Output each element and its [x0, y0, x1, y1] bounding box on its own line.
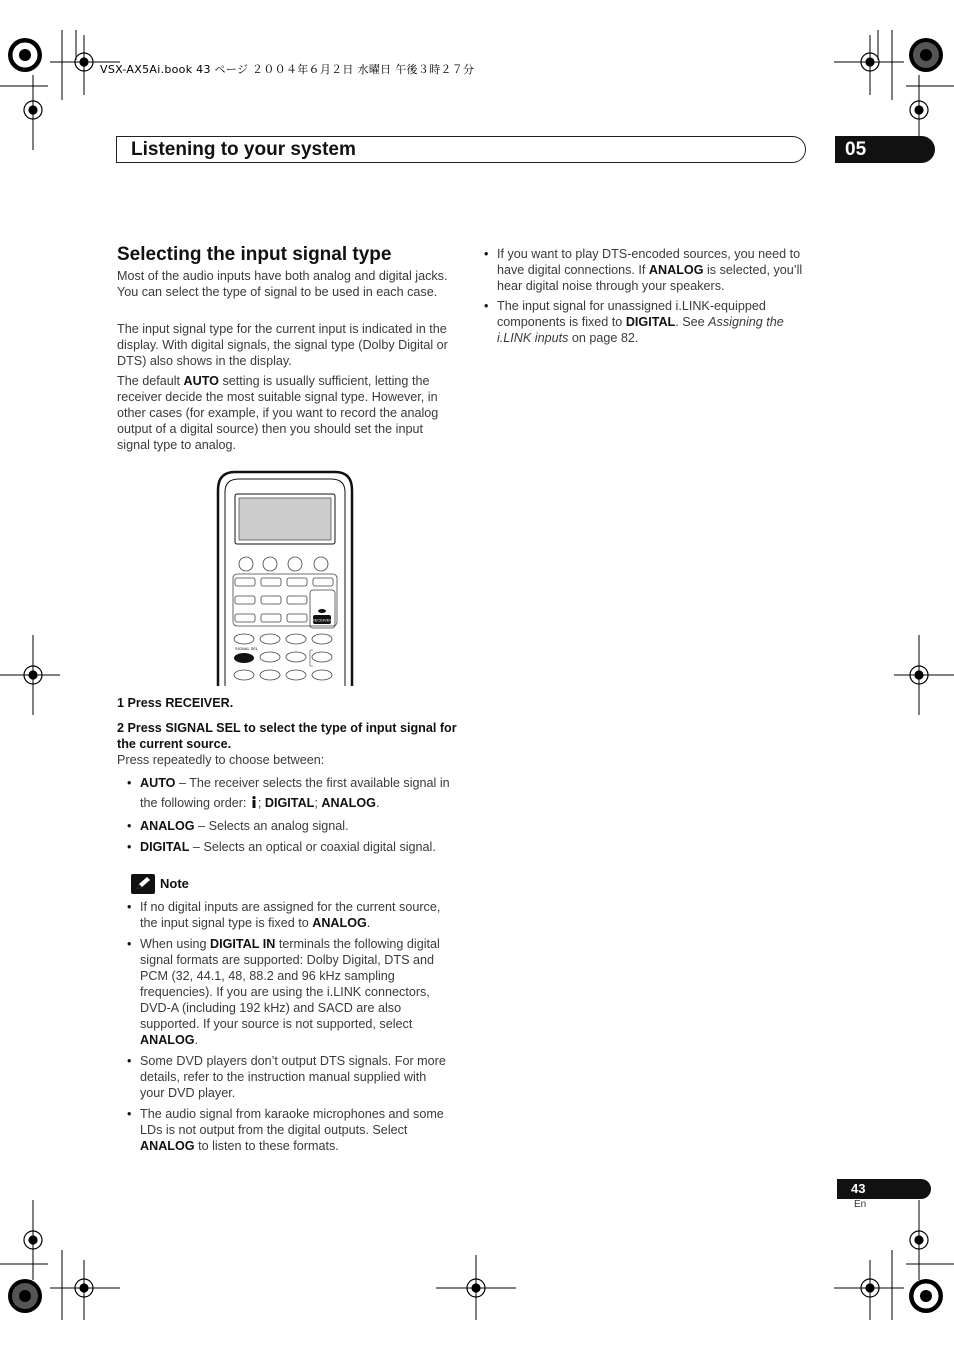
step-2-sub: Press repeatedly to choose between: — [117, 753, 325, 767]
paragraph-1: Most of the audio inputs have both analog and digital jacks. You can select the type of signal to be used in each case. — [117, 269, 448, 299]
remote-control-illustration — [215, 470, 355, 686]
signal-sel-label: SIGNAL SEL — [235, 646, 259, 651]
note-item-1: • If no digital inputs are assigned for the current source, the input signal type is fixed to ANALOG. — [127, 900, 441, 930]
note-list — [127, 899, 452, 1154]
option-analog: • ANALOG – Selects an analog signal. — [127, 819, 349, 833]
signal-options-list — [127, 773, 460, 855]
section-header — [116, 136, 806, 163]
page-number: 43 — [837, 1179, 931, 1199]
note-item-2: • When using DIGITAL IN terminals the following digital signal formats are supported: Dolby Digital, DTS and PCM (32, 44.1, 48, 88.2 and 96 kHz sampling frequencies). If you are using the i.LINK connectors, DVD-A (including 192 kHz) and SACD are also supported. If your source is not supported, select ANALOG. — [127, 937, 440, 1047]
right-item-1: • If you want to play DTS-encoded sources, you need to have digital connections. If ANALOG is selected, you’ll hear digital noise through your speakers. — [484, 247, 803, 293]
step-1: 1 Press RECEIVER. — [117, 696, 234, 710]
note-item-3: • Some DVD players don’t output DTS signals. For more details, refer to the instruction manual supplied with your DVD player. — [127, 1054, 446, 1100]
chapter-number: 05 — [835, 136, 935, 163]
section-title: Selecting the input signal type — [117, 244, 392, 265]
file-info-line: VSX-AX5Ai.book 43 ページ ２００４年６月２日 水曜日 午後３時２７分 — [100, 63, 475, 76]
note-pencil-icon — [131, 874, 155, 894]
section-header-title: Listening to your system — [131, 139, 356, 160]
paragraph-3: The default AUTO setting is usually sufficient, letting the receiver decide the most suitable signal type. However, in other cases (for example, if you want to record the analog output of a digital source) then you should set the input signal type to analog. — [117, 374, 439, 452]
ilink-icon — [250, 794, 258, 806]
page-language: En — [854, 1199, 867, 1210]
step-2: 2 Press SIGNAL SEL to select the type of input signal for the current source. — [117, 721, 457, 751]
option-digital: • DIGITAL – Selects an optical or coaxial digital signal. — [127, 840, 436, 854]
note-title: Note — [160, 876, 189, 891]
right-item-2: • The input signal for unassigned i.LINK-equipped components is fixed to DIGITAL. See Assigning the i.LINK inputs on page 82. — [484, 299, 784, 345]
right-column-list — [484, 246, 809, 346]
note-item-4: • The audio signal from karaoke microphones and some LDs is not output from the digital outputs. Select ANALOG to listen to these formats. — [127, 1107, 444, 1153]
paragraph-2: The input signal type for the current input is indicated in the display. With digital signals, the signal type (Dolby Digital or DTS) also shows in the display. — [117, 322, 448, 368]
receiver-button-label: RECEIVER — [311, 617, 333, 623]
option-auto: • AUTO – The receiver selects the first available signal in the following order: ; DIGITAL; ANALOG. — [127, 776, 450, 810]
